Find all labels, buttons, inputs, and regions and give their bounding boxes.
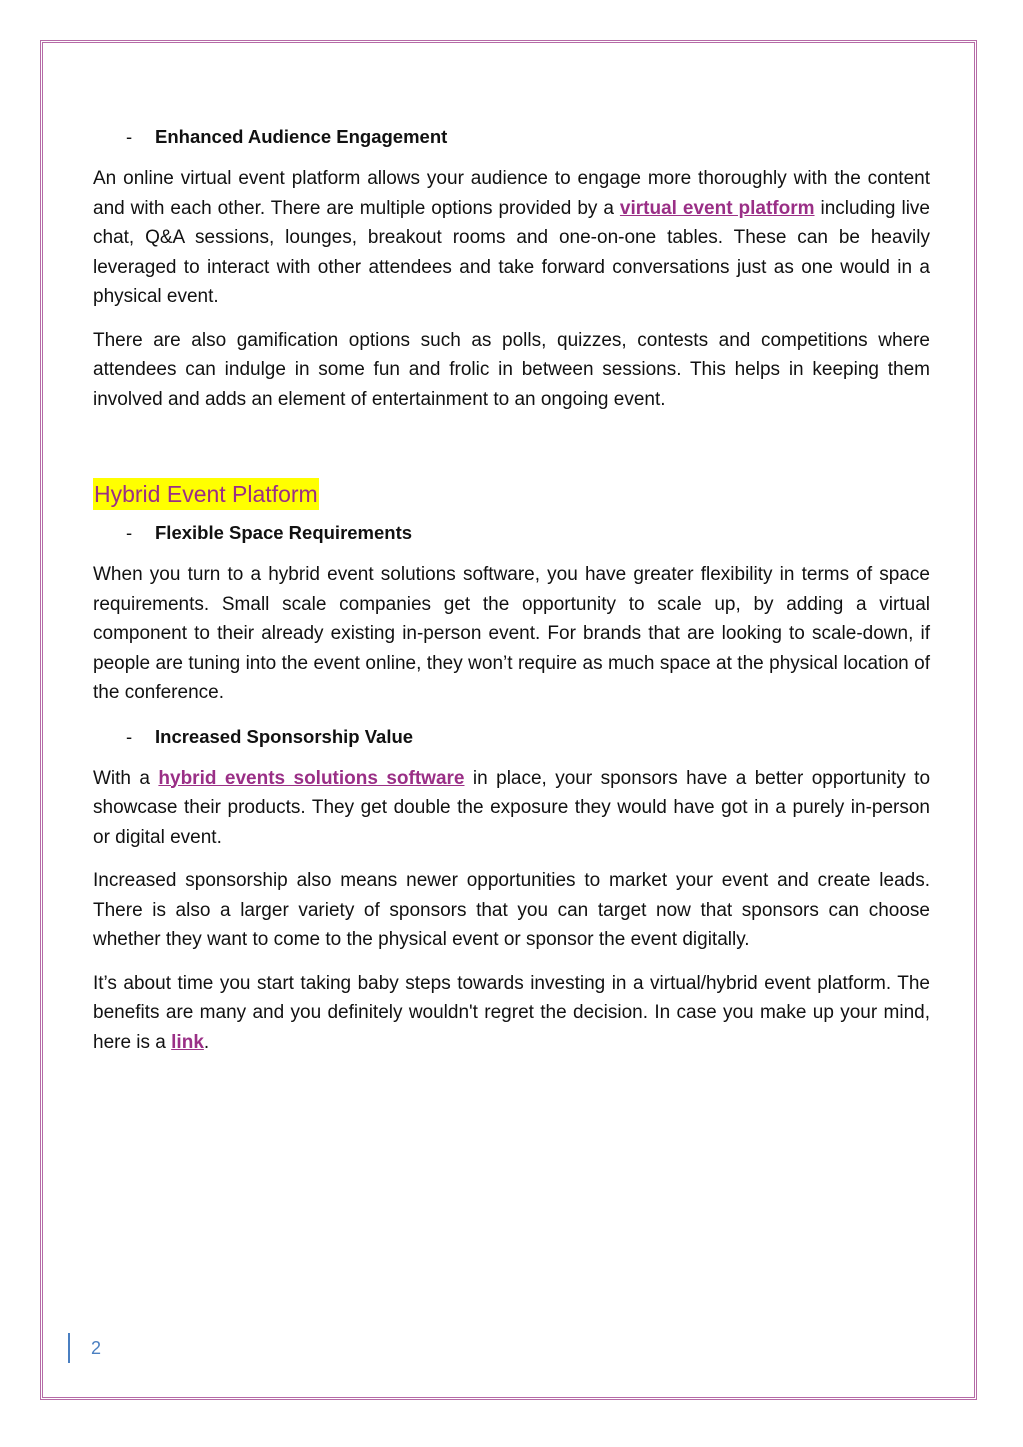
bullet-label: Increased Sponsorship Value (155, 725, 414, 747)
page-footer (68, 1333, 101, 1363)
paragraph-text: There are also gamification options such as polls, quizzes, contests and competitions where attendees can indulge in some fun and frolic in between sessions. This helps in keeping them involved and adds an element of entertainment to an ongoing event. (93, 329, 930, 410)
bullet-enhanced-audience-engagement (93, 122, 930, 152)
paragraph-space-flexibility (93, 560, 930, 708)
paragraph-sponsor-exposure (93, 764, 930, 853)
document-body (93, 122, 930, 1071)
paragraph-sponsorship-opportunities (93, 866, 930, 955)
paragraph-text: An online virtual event platform allows your audience to engage more thoroughly with the content and with each other. There are multiple options provided by a (93, 168, 930, 219)
page-number-divider (68, 1333, 70, 1363)
conclusion-link[interactable]: link (171, 1031, 204, 1053)
paragraph-text: When you turn to a hybrid event solutions software, you have greater flexibility in terms of space requirements. Small scale companies get the opportunity to scale up, by adding a virtual component to their already existing in-person event. For brands that are looking to scale-down, if people are tuning into the event online, they won’t require as much space at the physical location of the conference. (93, 564, 930, 703)
bullet-increased-sponsorship-value (93, 722, 930, 752)
paragraph-text: including live chat, Q&A sessions, lounges, breakout rooms and one-on-one tables. These can be heavily leveraged to interact with other attendees and take forward conversations just as one would in a physical event. (93, 197, 930, 307)
paragraph-text: Increased sponsorship also means newer opportunities to market your event and create leads. There is also a larger variety of sponsors that you can target now that sponsors can choose whether they want to come to the physical event or sponsor the event digitally. (93, 870, 930, 950)
paragraph-text: . (203, 1031, 210, 1053)
bullet-label: Flexible Space Requirements (155, 522, 413, 543)
bullet-label: Enhanced Audience Engagement (155, 126, 448, 147)
bullet-flexible-space-requirements (93, 518, 930, 548)
hybrid-events-software-link[interactable]: hybrid events solutions software (158, 767, 465, 789)
paragraph-text: With a (93, 767, 159, 789)
paragraph-text: It’s about time you start taking baby steps towards investing in a virtual/hybrid event platform. The benefits are many and you definitely wouldn't regret the decision. In case you make up your mind, here is a (93, 972, 930, 1053)
section-heading-hybrid-event-platform: Hybrid Event Platform (93, 478, 319, 510)
bullet-dash: - (126, 725, 133, 747)
paragraph-conclusion (93, 969, 930, 1058)
paragraph-text: in place, your sponsors have a better opportunity to showcase their products. They get double the exposure they would have got in a purely in-person or digital event. (93, 767, 931, 848)
paragraph-virtual-platform-options (93, 164, 930, 312)
bullet-dash: - (126, 126, 133, 147)
paragraph-gamification (93, 326, 930, 415)
page-number: 2 (91, 1337, 102, 1358)
bullet-dash: - (126, 522, 133, 543)
virtual-event-platform-link[interactable]: virtual event platform (619, 197, 815, 219)
